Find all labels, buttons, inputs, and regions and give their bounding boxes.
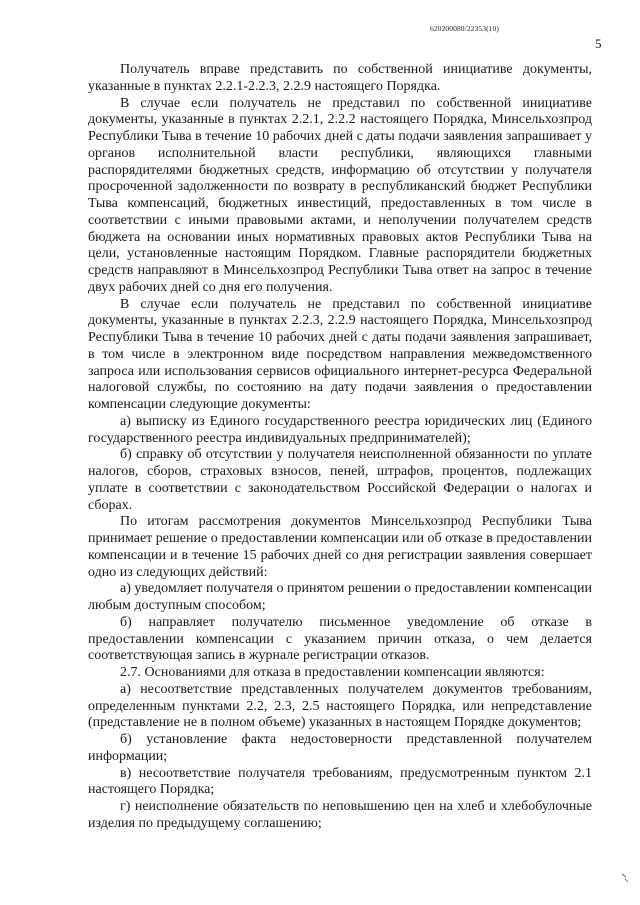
- section-heading-2-7: 2.7. Основаниями для отказа в предоставлении компенсации являются:: [120, 665, 545, 680]
- list-item-document-mismatch: а) несоответствие представленных получателем документов требованиям, определенным пунктами 2.2, 2.3, 2.5 настоящего Порядка, или непредставление (представление не в полном объеме) указанных в настоящем Порядке документов;: [88, 681, 592, 731]
- paragraph-request-to-authorities: В случае если получатель не представил по собственной инициативе документы, указанные в пунктах 2.2.1, 2.2.2 настоящего Порядка, Минсельхозпрод Республики Тыва в течение 10 рабочих дней с даты подачи заявления запрашивает у органов исполнительной власти республики, являющихся главными распорядителями бюджетных средств, информацию об отсутствии у получателя просроченной задолженности по возврату в республиканский бюджет Республики Тыва компенсаций, бюджетных инвестиций, предоставленных в том числе в соответствии с иными правовыми актами, и неполучении получателем средств бюджета на основании иных нормативных правовых актов Республики Тыва на цели, установленные настоящим Порядком. Главные распорядители бюджетных средств направляют в Минсельхозпрод Республики Тыва ответ на запрос в течение двух рабочих дней со дня его получения.: [88, 95, 592, 295]
- paragraph-review-decision: По итогам рассмотрения документов Минсельхозпрод Республики Тыва принимает решение о предоставлении компенсации или об отказе в предоставлении компенсации и в течение 15 рабочих дней со дня регистрации заявления совершает одно из следующих действий:: [88, 514, 592, 580]
- list-item-notify-refusal: б) направляет получателю письменное уведомление об отказе в предоставлении компенсации с указанием причин отказа, о чем делается соответствующая запись в журнале регистрации отказов.: [88, 614, 592, 664]
- list-item-tax-certificate: б) справку об отсутствии у получателя неисполненной обязанности по уплате налогов, сборов, страховых взносов, пеней, штрафов, процентов, подлежащих уплате в соответствии с законодательством Российской Федерации о налогах и сборах.: [88, 447, 592, 513]
- list-item-requirements-mismatch: в) несоответствие получателя требованиям, предусмотренным пунктом 2.1 настоящего Порядка;: [88, 765, 592, 798]
- paragraph-right-to-submit: Получатель вправе представить по собственной инициативе документы, указанные в пунктах 2.2.1-2.2.3, 2.2.9 настоящего Порядка.: [88, 62, 592, 94]
- list-item-price-obligation: г) неисполнение обязательств по неповышению цен на хлеб и хлебобулочные изделия по предыдущему соглашению;: [88, 799, 592, 831]
- list-item-notify-approval: а) уведомляет получателя о принятом решении о предоставлении компенсации любым доступным способом;: [88, 581, 592, 613]
- paragraph-request-to-tax-service: В случае если получатель не представил по собственной инициативе документы, указанные в пунктах 2.2.3, 2.2.9 настоящего Порядка, Минсельхозпрод Республики Тыва в течение 10 рабочих дней с даты подачи заявления запрашивает, в том числе в электронном виде посредством направления межведомственного запроса или использования сервисов официального интернет-ресурса Федеральной налоговой службы, по состоянию на дату подачи заявления о предоставлении компенсации следующие документы:: [88, 296, 592, 412]
- scan-artifact-mark: [620, 872, 630, 884]
- list-item-false-information: б) установление факта недостоверности представленной получателем информации;: [88, 732, 592, 764]
- document-registration-code: 620200080/22353(10): [430, 24, 499, 33]
- document-body: [88, 62, 592, 833]
- page-number: 5: [595, 36, 602, 51]
- list-item-egrul-extract: а) выписку из Единого государственного реестра юридических лиц (Единого государственного реестра индивидуальных предпринимателей);: [88, 413, 592, 446]
